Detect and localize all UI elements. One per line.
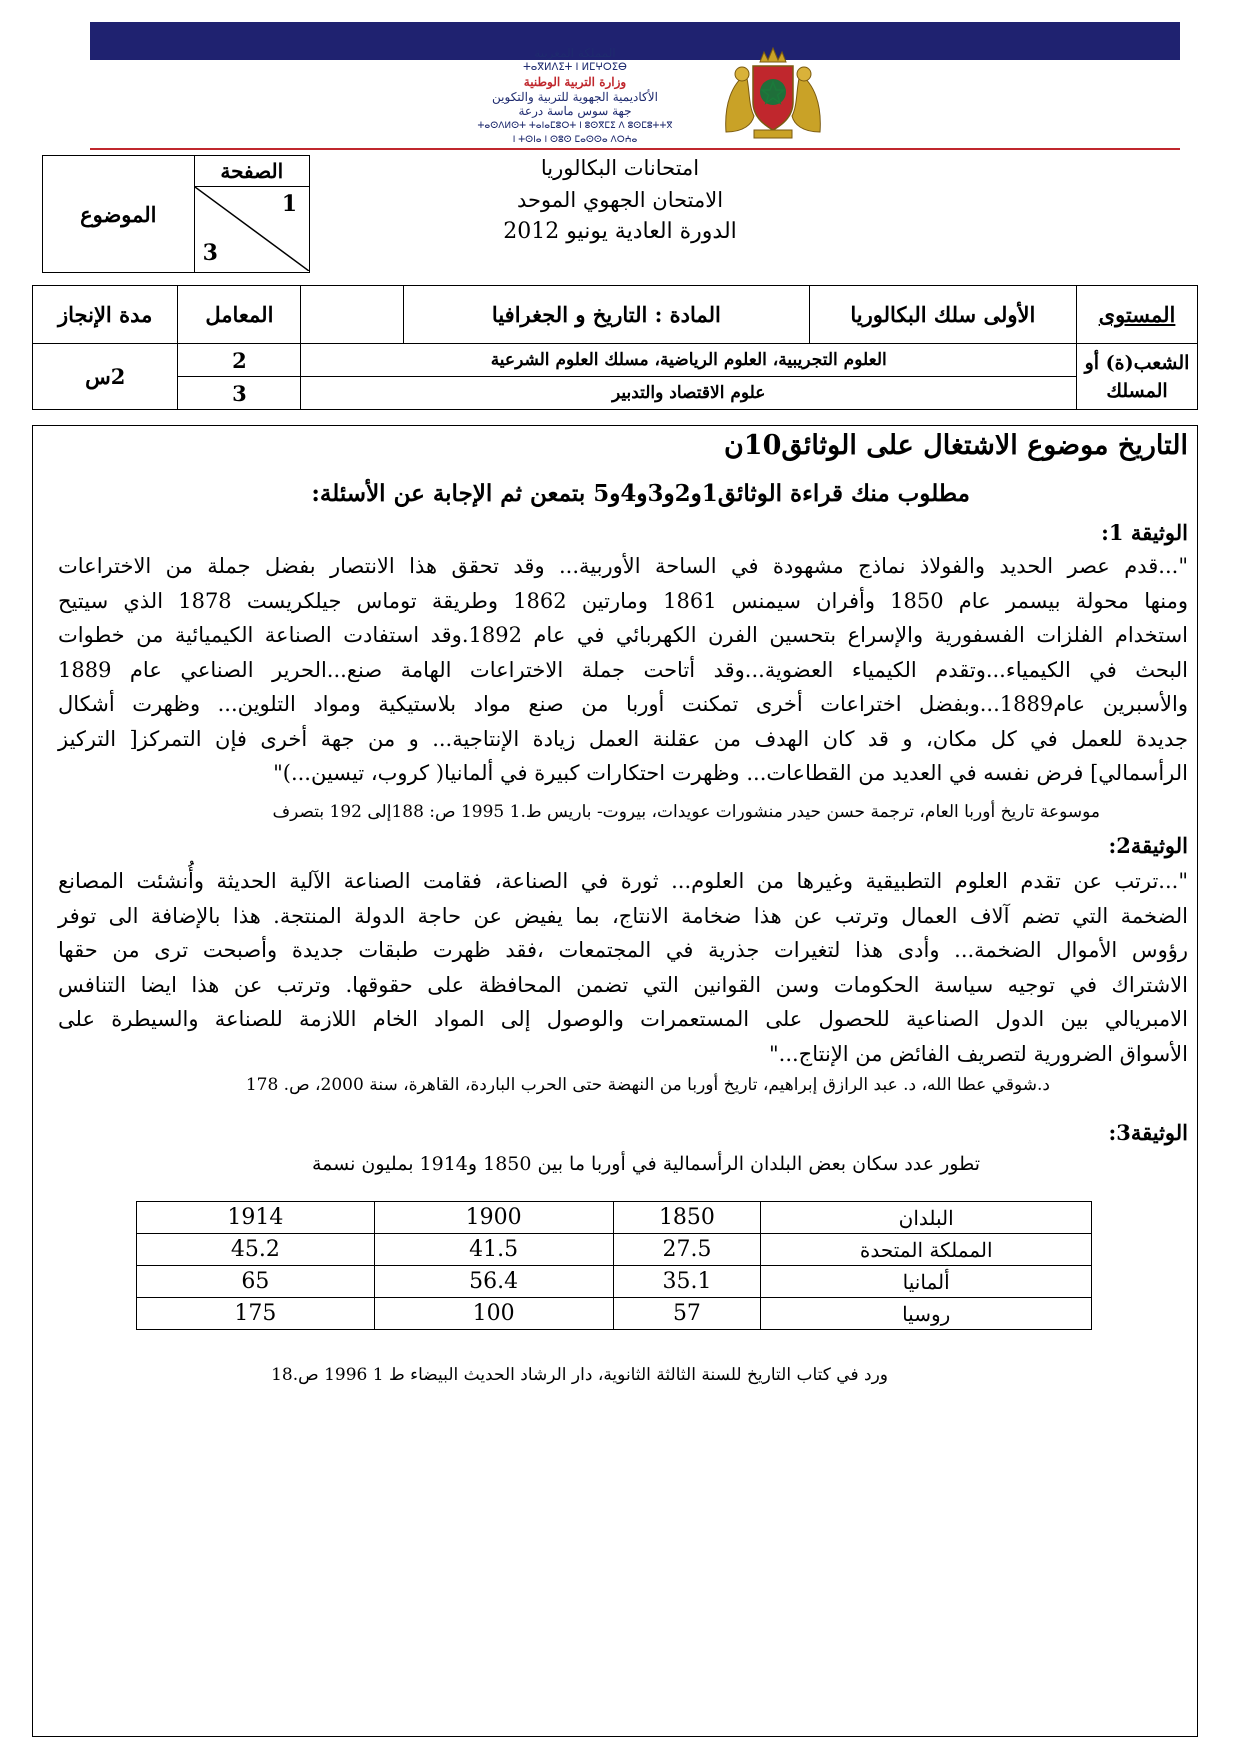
level-value: الأولى سلك البكالوريا (809, 286, 1076, 344)
doc1-label: الوثيقة 1: (1101, 520, 1188, 545)
doc1-line: الرأسمالي] فرض نفسه في العديد من القطاعات... وظهرت احتكارات كبيرة في ألمانيا( كروب، تيسين...)" (273, 761, 1188, 785)
doc3-caption: تطور عدد سكان بعض البلدان الرأسمالية في أوربا ما بين 1850 و1914 بمليون نسمة (311, 1153, 980, 1175)
doc2-label: الوثيقة2: (1108, 833, 1188, 858)
level-label: المستوى (1077, 286, 1198, 344)
doc3-source: ورد في كتاب التاريخ للسنة الثالثة الثانوية، دار الرشاد الحديث البيضاء ط 1 1996 ص.18 (271, 1365, 888, 1385)
doc1-text (58, 549, 1188, 791)
table-cell: 27.5 (613, 1234, 761, 1266)
letterhead-line: الأكاديمية الجهوية للتربية والتكوين (492, 89, 658, 104)
duration-value: 2س (33, 344, 178, 410)
doc2-line: الضخمة التي تضم آلاف العمال وترتب عن هذا ضخامة الانتاج، بما يفيض عن حاجة الدولة المنتجة. هذا بالإضافة الى توفر (58, 903, 1188, 928)
exam-header-line3: الدورة العادية يونيو 2012 (503, 219, 737, 244)
coefficient-label: المعامل (178, 286, 301, 344)
letterhead-line: ⵜⴰⵙⴷⵍⵙⵜ ⵜⴰⵏⴰⵎⵓⵔⵜ ⵏ ⵓⵙⴳⵎⵉ ⴷ ⵓⵙⵎⵓⵜⵜⴳ (477, 120, 673, 131)
instruction: مطلوب منك قراءة الوثائق1و2و3و4و5 بتمعن ثم الإجابة عن الأسئلة: (311, 480, 970, 507)
doc1-line: استخدام الفلزات الفسفورية والإسراع بتحسين الفرن الكهربائي في عام 1892.وقد استفادت الصناعة الكيميائية من خطوات (58, 623, 1188, 647)
doc2-source: د.شوقي عطا الله، د. عبد الرازق إبراهيم، تاريخ أوربا من النهضة حتى الحرب الباردة، القاهرة، سنة 2000، ص. 178 (245, 1075, 1050, 1095)
table-header-cell: 1900 (374, 1202, 613, 1234)
table-header-cell: 1914 (137, 1202, 375, 1234)
doc2-line: الامبريالي بين الدول الصناعية للحصول على المستعمرات والوصول إلى المواد الخام اللازمة للصناعة والسيطرة على (58, 1007, 1188, 1031)
page-number-box (42, 155, 310, 273)
branch-1-coefficient: 2 (178, 344, 301, 377)
table-cell: 57 (613, 1298, 761, 1330)
page-label: الصفحة (194, 156, 309, 187)
letterhead-line: ⵜⴰⴳⵍⴷⵉⵜ ⵏ ⵍⵎⵖⵔⵉⴱ (523, 61, 627, 73)
doc2-line: "...ترتب عن تقدم العلوم التطبيقية وغيرها من العلوم... ثورة في الصناعة، فقامت الصناعة الآلية الحديثة وأُنشئت المصانع (58, 869, 1188, 893)
table-row (137, 1298, 1092, 1330)
table-cell: 65 (137, 1266, 375, 1298)
doc1-line: ومنها محولة بيسمر عام 1850 وأفران سيمنس 1861 ومارتين 1862 وطريقة توماس جيلكريست 1878 الذي سيتيح (58, 588, 1188, 613)
doc2-line: الاشتراك في توجيه سياسة الحكومات وسن القوانين التي تضمن المحافظة على حقوقها. وترتب عن هذا ايضا التنافس (58, 972, 1188, 997)
moroccan-coat-of-arms-icon (718, 44, 828, 144)
population-table (136, 1201, 1092, 1330)
table-cell: ألمانيا (761, 1266, 1092, 1298)
page-total: 3 (202, 240, 218, 266)
table-cell: المملكة المتحدة (761, 1234, 1092, 1266)
exam-header-line2: الامتحان الجهوي الموحد (516, 188, 724, 212)
letterhead-text (440, 46, 710, 148)
section-title: التاريخ موضوع الاشتغال على الوثائق10ن (723, 430, 1188, 461)
header-divider (90, 148, 1180, 150)
page-fraction (194, 187, 309, 273)
table-cell: 35.1 (613, 1266, 761, 1298)
doc2-line: رؤوس الأموال الضخمة... وأدى هذا لتغيرات جذرية في المجتمعات ،فقد ظهرت طبقات جديدة وأصبحت ترى من حقها (58, 938, 1188, 962)
doc1-line: جديدة للعمل في كل مكان، و قد كان الهدف من عقلنة العمل زيادة الإنتاجية... و من جهة أخرى فإن التمركز[ التركيز (58, 726, 1188, 751)
table-cell: 100 (374, 1298, 613, 1330)
letterhead-line: جهة سوس ماسة درعة (518, 104, 632, 118)
letterhead-line: وزارة التربية الوطنية (523, 75, 627, 89)
table-cell: 45.2 (137, 1234, 375, 1266)
exam-header-line1: امتحانات البكالوريا (540, 156, 700, 180)
empty-cell (301, 286, 404, 344)
doc1-source: موسوعة تاريخ أوربا العام، ترجمة حسن حيدر منشورات عويدات، بيروت- باريس ط.1 1995 ص: 188إلى 192 بتصرف (272, 802, 1100, 822)
doc1-line: "...قدم عصر الحديد والفولاذ نماذج مشهودة في الساحة الأوربية... وقد تحقق هذا الانتصار بفضل جملة من الاختراعات (58, 554, 1188, 578)
doc1-line: البحث في الكيمياء...وتقدم الكيمياء العضوية...وقد أتاحت جملة الاختراعات الهامة صنع...الحرير الصناعي عام 1889 (58, 657, 1188, 682)
duration-label: مدة الإنجاز (33, 286, 178, 344)
table-header-cell: 1850 (613, 1202, 761, 1234)
doc3-label: الوثيقة3: (1108, 1120, 1188, 1145)
doc2-text (58, 864, 1188, 1071)
table-row (137, 1234, 1092, 1266)
exam-info-table (32, 285, 1198, 410)
page-current: 1 (281, 191, 297, 218)
letterhead-line: ⵏ ⵜⵙⵏⴰ ⵏ ⵙⵓⵙ ⵎⴰⵙⵙⴰ ⴷⵔⵄⴰ (512, 135, 638, 145)
subject-label: الموضوع (43, 156, 195, 273)
branches-label: الشعب(ة) أو المسلك (1077, 344, 1198, 410)
table-cell: 56.4 (374, 1266, 613, 1298)
table-header-row (137, 1202, 1092, 1234)
branch-2: علوم الاقتصاد والتدبير (301, 377, 1077, 410)
table-cell: 41.5 (374, 1234, 613, 1266)
table-header-cell: البلدان (761, 1202, 1092, 1234)
table-cell: 175 (137, 1298, 375, 1330)
table-cell: روسيا (761, 1298, 1092, 1330)
subject-name: المادة : التاريخ و الجغرافيا (404, 286, 810, 344)
branch-1: العلوم التجريبية، العلوم الرياضية، مسلك العلوم الشرعية (301, 344, 1077, 377)
doc1-line: والأسبرين عام1889...وبفضل اختراعات أخرى تمكنت أوربا من صنع مواد بلاستيكية ومواد التلوين... وظهرت أشكال (58, 692, 1188, 716)
letterhead-line: المملكة المغربية (534, 46, 616, 60)
doc2-line: الأسواق الضرورية لتصريف الفائض من الإنتاج..." (769, 1041, 1188, 1066)
branch-2-coefficient: 3 (178, 377, 301, 410)
table-row (137, 1266, 1092, 1298)
exam-header (405, 152, 835, 248)
